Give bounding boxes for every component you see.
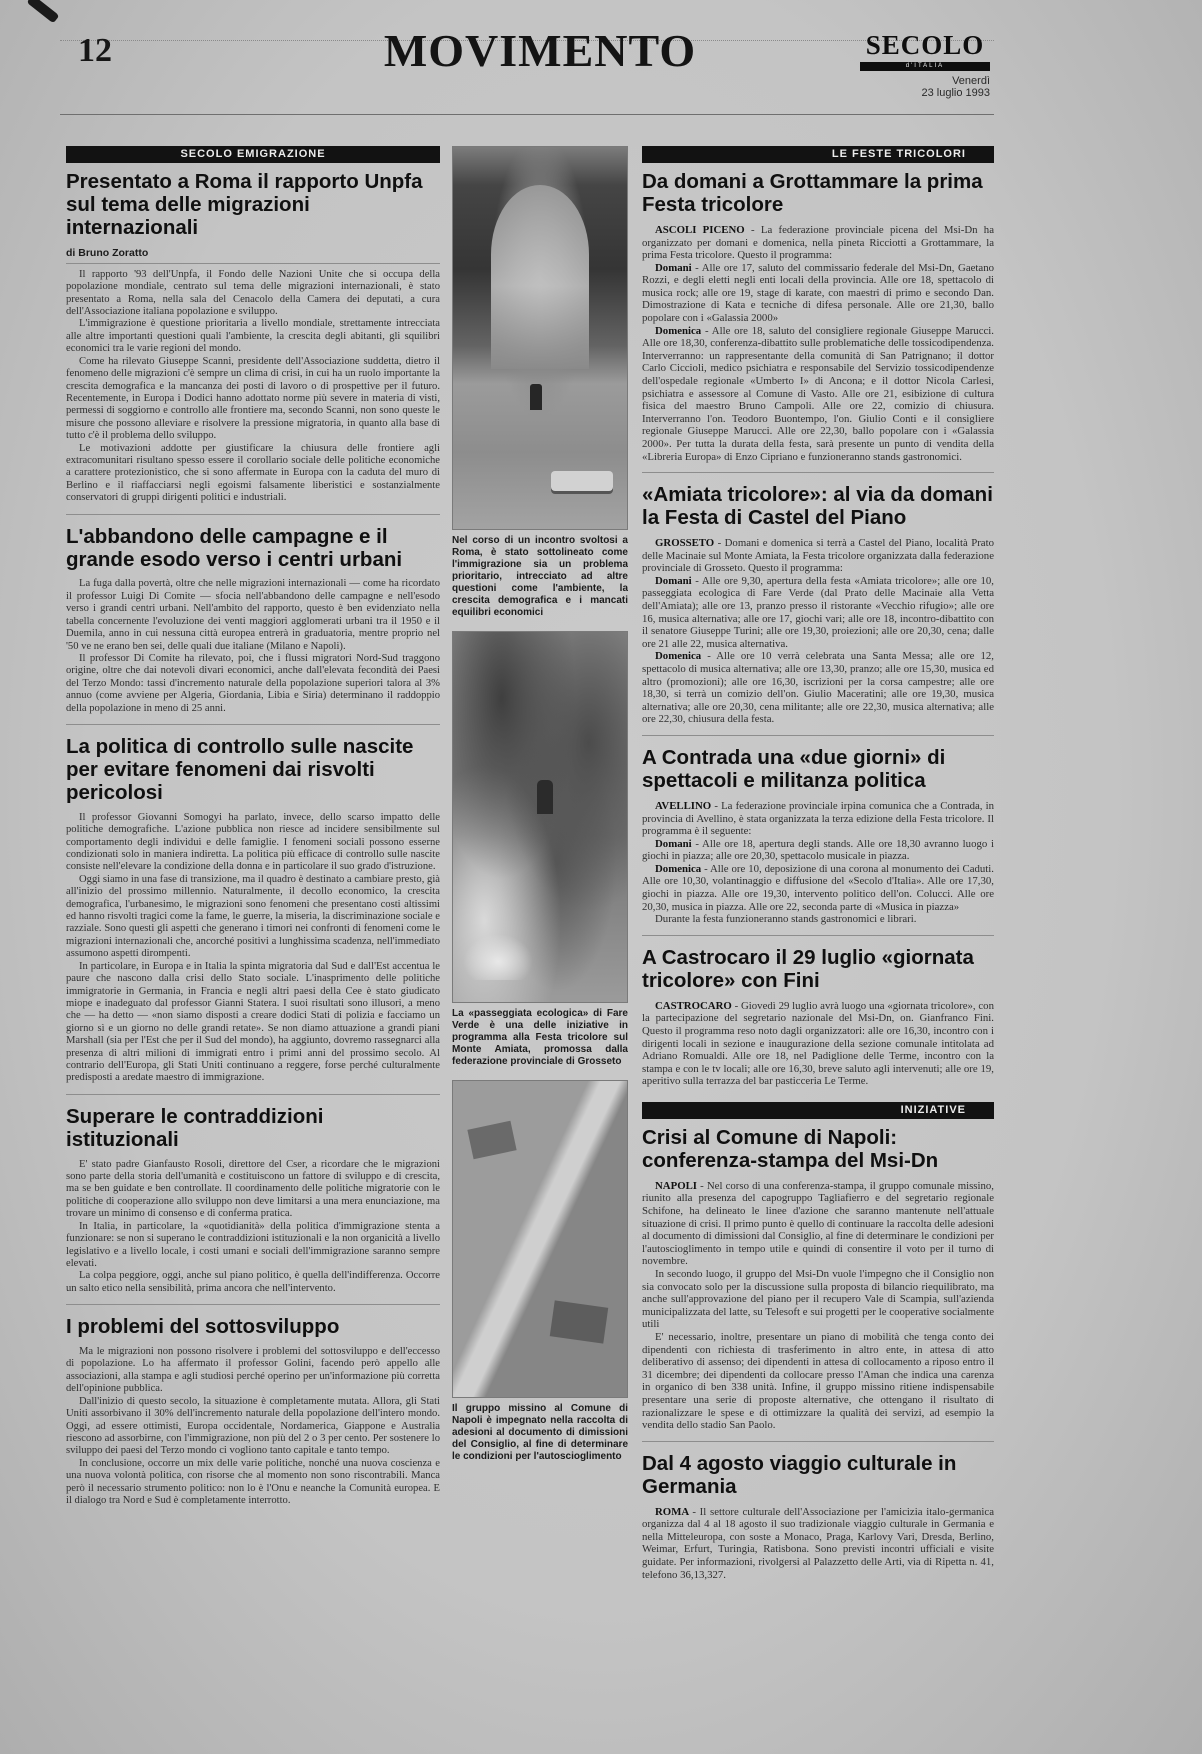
- paragraph-lead: Domani: [655, 837, 696, 850]
- article-paragraph: E' necessario, inoltre, presentare un piano di mobilità che tenga conto dei dipendenti con richiesta di trasferimento in altro ente, in attesa di atto deliberativo di assenso; dei dipendenti in attesa di collocamento a riposo entro il 31 dicembre; dei dipendenti da collocare presso l'Aman che indica una carenza in organico di ben 338 unità. Infine, il gruppo missino ritiene indispensabile presentare una serie di proposte alternative, che ottengano il risultato di razionalizzare le spese e di ottimizzare la qualità dei servizi, ad esempio la vendita dello stadio San Paolo.: [642, 1330, 994, 1432]
- article-headline: La politica di controllo sulle nascite per evitare fenomeni dai risvolti pericolosi: [66, 734, 414, 804]
- article: [642, 935, 994, 1088]
- person-silhouette: [537, 780, 553, 814]
- article-paragraph: Oggi siamo in una fase di transizione, ma il quadro è destinato a cambiare presto, già all'inizio del prossimo millennio. Naturalmente, il decollo economico, la crescita demografica, l'urbanesimo, le migrazioni sono fenomeni che presentano costi altissimi ed hanno risvolti tragici come la fame, le guerre, la miseria, la discriminazione sociale e razziale. Sono questi gli aspetti che generano i timori nei confronti di fenomeni come le migrazioni internazionali che, ancorché positivi a lunghissima scadenza, nell'immediato assumono aspetti dirompenti.: [66, 873, 440, 960]
- article-paragraph: In Italia, in particolare, la «quotidianità» della politica d'immigrazione stenta a funzionare: se non si superano le contraddizioni istituzionali e la non organicità a livello legislativo e a livello locale, i costi umani e sociali dell'immigrazione saranno sempre elevati.: [66, 1220, 440, 1269]
- left-articles: [66, 171, 440, 1507]
- masthead: [860, 30, 990, 99]
- scan-artifact: [27, 0, 60, 23]
- date-weekday: Venerdì: [952, 75, 990, 87]
- building-shape: [550, 1301, 608, 1344]
- article: [66, 724, 440, 1085]
- section-header-iniziative: INIZIATIVE: [642, 1102, 994, 1119]
- article-byline: di Bruno Zoratto: [66, 247, 440, 264]
- article-paragraph: GROSSETO - Domani e domenica si terrà a Castel del Piano, località Prato delle Macinaie sul Monte Amiata, la Festa tricolore organizzata dalla federazione provinciale di Grosseto. Questo il programma:: [642, 537, 994, 575]
- photo-caption: Nel corso di un incontro svoltosi a Roma, è stato sottolineato come l'immigrazione sia un problema prioritario, intrecciato ad altre questioni come l'ambiente, la crescita demografica e i mancati equilibri economici: [452, 535, 628, 618]
- section-header-feste: LE FESTE TRICOLORI: [642, 146, 994, 163]
- article-paragraph: In particolare, in Europa e in Italia la spinta migratoria dal Sud e dall'Est accentua le paure che nascono dalla crisi dello Stato sociale. L'inasprimento delle politiche immigratorie in Germania, in Francia e negli altri paesi della Cee è stato giudicato miope e inadeguato dal professor Gianni Statera. I suoi risultati sono illusori, a meno che — ha detto — «non siamo disposti a creare dodici Stati di polizia e facciamo un giorno sì e un giorno no delle grandi retate». Se non diamo attuazione a grandi piani Marshall (sia per l'Est che per il Sud del mondo), ha aggiunto, dovremo rassegnarci alla presenza di altri milioni di immigrati entro i primi anni del prossimo secolo. Al contrario dell'Europa, gli Stati Uniti continuano a reggere, forse perché culturalmente predisposti a aredate maestro di immigrazione.: [66, 960, 440, 1084]
- photo-caption: La «passeggiata ecologica» di Fare Verde è una delle iniziative in programma alla Festa tricolore sul Monte Amiata, promossa dalla federazione provinciale di Grosseto: [452, 1008, 628, 1067]
- article-headline: A Castrocaro il 29 luglio «giornata tricolore» con Fini: [642, 945, 974, 992]
- photo-caption: Il gruppo missino al Comune di Napoli è impegnato nella raccolta di adesioni al documento di dimissioni del Consiglio, al fine di determinare le condizioni per l'autoscioglimento: [452, 1403, 628, 1462]
- section-header-emigrazione: SECOLO EMIGRAZIONE: [66, 146, 440, 163]
- paragraph-lead: Domenica: [655, 324, 705, 337]
- paragraph-lead: Domani: [655, 574, 696, 587]
- article-paragraph: La fuga dalla povertà, oltre che nelle migrazioni internazionali — come ha ricordato il professor Luigi Di Comite — sfocia nell'abbandono delle campagne e nell'esodo verso i grandi centri urbani. Nell'ambito del rapporto, questo è ben evidenziato nella tabella concernente l'evoluzione dei venti maggiori agglomerati urbani tra il 1950 e il Duemila, anno in cui nessuna città europea entrerà in graduatoria, mentre proprio nel '50 ve ne erano ben sei, delle quali due italiane (Milano e Napoli).: [66, 578, 440, 652]
- feste-articles: [642, 171, 994, 1088]
- article-headline: Superare le contraddizioni istituzionali: [66, 1104, 324, 1151]
- article-paragraph: NAPOLI - Nel corso di una conferenza-stampa, il gruppo comunale missino, riunito alla presenza del capogruppo Tagliafierro e del segretario regionale Schifone, ha delineato le linee d'azione che saranno mantenute nell'attuale situazione di crisi. Il primo punto è quello di continuare la raccolta delle adesioni al documento di dimissioni dal Consiglio, al fine di determinare le condizioni per l'autoscioglimento in tempo utile e quindi di consentire il voto per il turno di novembre.: [642, 1179, 994, 1268]
- paragraph-lead: Domani: [655, 261, 696, 274]
- paragraph-lead: ROMA: [655, 1505, 693, 1518]
- article: [66, 1304, 440, 1507]
- header-rule: [60, 114, 994, 115]
- paragraph-lead: AVELLINO: [655, 799, 715, 812]
- article-paragraph: In secondo luogo, il gruppo del Msi-Dn vuole l'impegno che il Consiglio non sia convocato solo per la discussione sulla proposta di bilancio riequilibrato, ma anche sull'approvazione del piano per il recupero Vale di Scampia, sull'azienda municipalizzata del latte, su Telesoft e sui progetti per le cooperative socialmente utili: [642, 1267, 994, 1331]
- article-paragraph: Domani - Alle ore 17, saluto del commissario federale del Msi-Dn, Gaetano Rozzi, e degli eletti negli enti locali della provincia. Alle ore 18, spettacolo di musica rock; alle ore 19, stage di karate, con maestri di primo e secondo Dan. Dimostrazione di Kata e tecniche di difesa personale. Alle ore 21,30, ballo popolare con i «Galassia 2000»: [642, 261, 994, 325]
- article-paragraph: Domani - Alle ore 9,30, apertura della festa «Amiata tricolore»; alle ore 10, passeggiata ecologica di Fare Verde (dal Prato delle Macinaie alla Vetta dell'Amiata); alle ore 13, pranzo presso il ristorante «Vecchio rifugio»; alle ore 16, musica alternativa; alle ore 17, giochi vari; alle ore 18, incontro-dibattito con il senatore Giuseppe Turini; alle ore 19,30, proiezioni; alle ore 20,30, cena; dalle ore 21 alle 22, musica alternativa.: [642, 574, 994, 650]
- aerial-photo: [452, 1080, 628, 1398]
- article-paragraph: L'immigrazione è questione prioritaria a livello mondiale, strettamente intrecciata alle altre importanti questioni quali l'ambiente, la crescita degli abitanti, gli squilibri economici tra le varie regioni del mondo.: [66, 318, 440, 355]
- pedestrian-silhouette: [530, 384, 542, 410]
- article-paragraph: Domenica - Alle ore 10, deposizione di una corona al monumento dei Caduti. Alle ore 10,30, volantinaggio e diffusione del «Secolo d'Italia». Alle ore 17,30, giochi in piazza. Alle ore 19,30, intervento politico dell'on. Colucci. Alle ore 20,30, musica in piazza. Alle ore 22, seconda parte di «Musica in piazza»: [642, 862, 994, 913]
- article-paragraph: La colpa peggiore, oggi, anche sul piano politico, è quella dell'indifferenza. Occorre un salto etico nella sensibilità, prima ancora che nell'intervento.: [66, 1270, 440, 1294]
- article: [642, 171, 994, 463]
- date-full: 23 luglio 1993: [921, 87, 990, 99]
- article-paragraph: In conclusione, occorre un mix delle varie politiche, nonché una nuova coscienza e una nuova volontà politica, con risorse che al momento non sono riscontrabili. Manca però il necessario strumento politico: non lo è l'Onu e neanche la Comunità europea. E il dialogo tra Nord e Sud è completamente interrotto.: [66, 1457, 440, 1506]
- article-paragraph: Dall'inizio di questo secolo, la situazione è completamente mutata. Allora, gli Stati Uniti assorbivano il 30% dell'incremento naturale della popolazione dell'intero mondo. Oggi, ad essere ottimisti, Europa occidentale, Nordamerica, Giappone e Australia riescono ad assorbirne, con l'immigrazione, non più del 2 o 3 per cento. Per sostenere lo sviluppo dei paesi del Terzo mondo ci vogliono tanto capitale e tanto tempo.: [66, 1395, 440, 1457]
- article-headline: I problemi del sottosviluppo: [66, 1315, 340, 1339]
- masthead-name: SECOLO: [865, 30, 985, 60]
- article-paragraph: ASCOLI PICENO - La federazione provinciale picena del Msi-Dn ha organizzato per domani e domenica, nella pineta Ricciotti a Grottammare, la prima Festa tricolore. Questo il programma:: [642, 223, 994, 262]
- article-paragraph: Durante la festa funzioneranno stands gastronomici e librari.: [655, 913, 917, 926]
- page-title: MOVIMENTO: [383, 25, 697, 76]
- article: [66, 514, 440, 715]
- paragraph-lead: GROSSETO: [655, 537, 718, 550]
- street-photo: [452, 146, 628, 530]
- iniziative-articles: [642, 1127, 994, 1581]
- article: [642, 472, 994, 726]
- article-headline: «Amiata tricolore»: al via da domani la Festa di Castel del Piano: [642, 483, 993, 530]
- article-paragraph: E' stato padre Gianfausto Rosoli, direttore del Cser, a ricordare che le migrazioni sono parte della storia dell'umanità e costituiscono un fattore di sviluppo e di crescita, ma se ben guidate e ben controllate. Il coordinamento delle politiche migratorie con le politiche di cooperazione allo sviluppo non deve limitarsi a una mera enunciazione, ma trovare un minimo di consenso e di conferma pratica.: [66, 1158, 440, 1220]
- paragraph-lead: Domenica: [655, 650, 708, 663]
- building-shape: [468, 1121, 517, 1159]
- left-column: [66, 146, 440, 1738]
- article-paragraph: Come ha rilevato Giuseppe Scanni, presidente dell'Associazione suddetta, dietro il fenomeno delle migrazioni c'è sempre un clima di crisi, in cui ha un ruolo importante la crescita demografica e la mancanza dei posti di lavoro o di prospettive per il futuro. Recentemente, in Europa i Dodici hanno adottato norme più severe in materia di visti, permessi di soggiorno e controllo alle frontiere ma, secondo Scanni, non sono queste le misure che possono alleviare e risolvere la pressione migratoria, in quanto alla base di tutto c'è il problema dello sviluppo.: [66, 355, 440, 442]
- smoke-shape: [463, 934, 533, 980]
- right-column: [642, 146, 994, 1738]
- article-headline: Da domani a Grottammare la prima Festa tricolore: [642, 170, 983, 216]
- paragraph-lead: Domenica: [655, 862, 705, 875]
- masthead-subtitle: d'ITALIA: [860, 62, 990, 71]
- article-paragraph: Il professor Giovanni Somogyi ha parlato, invece, dello scarso impatto delle politiche demografiche. L'azione pubblica non riesce ad incidere sensibilmente sul comportamento degli individui e delle famiglie. I fenomeni sociali possono esserne condizionati solo in maniera indiretta. La politica più efficace di controllo sulle nascite consiste nell'elevare la condizione della donna e in particolare il suo grado d'istruzione.: [66, 811, 440, 873]
- car-shape: [551, 471, 613, 491]
- article-headline: Crisi al Comune di Napoli: conferenza-stampa del Msi-Dn: [642, 1125, 939, 1172]
- archway-shape: [491, 185, 588, 368]
- page-number: 12: [78, 32, 112, 69]
- outdoor-photo: [452, 631, 628, 1003]
- article-paragraph: Le motivazioni addotte per giustificare la chiusura delle frontiere agli extracomunitari risultano spesso essere il corollario sociale delle politiche economiche a carattere protezionistico, che si sono affermate in Europa con la caduta del muro di Berlino e il riaffacciarsi negli egoismi falsamente liberistici e sostanzialmente conservatori di gruppi dirigenti politici e industriali.: [66, 442, 440, 504]
- article: [642, 735, 994, 926]
- article-headline: L'abbandono delle campagne e il grande esodo verso i centri urbani: [66, 524, 403, 571]
- article-paragraph: ROMA - Il settore culturale dell'Associazione per l'amicizia italo-germanica organizza dal 4 al 18 agosto il suo tradizionale viaggio culturale in Germania e nella Mitteleuropa, con soste a Monaco, Praga, Karlovy Vari, Dresda, Berlino, Weimar, Erfurt, Turingia, Ratisbona. Sono previsti incontri ufficiali e visite guidate. Per informazioni, rivolgersi al Palazzetto delle Arti, via di Ripetta n. 41, telefono 36,13,327.: [642, 1505, 994, 1581]
- article: [66, 171, 440, 505]
- article-headline: Presentato a Roma il rapporto Unpfa sul tema delle migrazioni internazionali: [66, 170, 423, 239]
- article-paragraph: CASTROCARO - Giovedì 29 luglio avrà luogo una «giornata tricolore», con la partecipazione del segretario nazionale del Msi-Dn, on. Gianfranco Fini. Questo il programma reso noto dagli organizzatori: alle ore 16,30, incontro con i dirigenti locali in sezione e inaugurazione della sezione comunale intitolata ad Adriano Romualdi. Alle ore 18, nel Padiglione delle Terme, incontro con la stampa e con le tv locali; alle ore 16,30, breve saluto agli intervenuti; alle ore 19, aperitivo sulla terrazza del bar pasticceria Le Terme.: [642, 999, 994, 1088]
- article: [642, 1441, 994, 1581]
- paragraph-lead: CASTROCARO: [655, 999, 735, 1012]
- dateline: [860, 75, 990, 99]
- photo-column: [452, 146, 628, 1738]
- article-paragraph: Domenica - Alle ore 10 verrà celebrata una Santa Messa; alle ore 12, spettacolo di musica alternativa; alle ore 13,30, pranzo; alle ore 15,30, musica ed altro (promozioni); alle ore 16,30, iscrizioni per la corsa campestre; alle ore 18,30, si terrà un comizio dell'on. Giulio Maceratini; alle ore 19,30, musica alternativa; alle ore 20,30, cena militante; alle ore 22,30, musica alternativa; alle ore 22,30, chiusura della festa.: [642, 650, 994, 726]
- article: [66, 1094, 440, 1295]
- article-paragraph: Domani - Alle ore 18, apertura degli stands. Alle ore 18,30 avranno luogo i giochi in piazza; alle ore 20,30, spettacolo musicale in piazza.: [642, 837, 994, 863]
- paragraph-lead: ASCOLI PICENO: [655, 223, 751, 236]
- article-paragraph: Il professor Di Comite ha rilevato, poi, che i flussi migratori Nord-Sud traggono origine, oltre che dai notevoli divari economici, anche dall'elevata fecondità dei Paesi del Terzo Mondo: tassi d'incremento naturale della popolazione superiori talora al 3% annuo (come avviene per Algeria, Giordania, Libia e Siria) determinano il raddoppio della popolazione in meno di 25 anni.: [66, 652, 440, 714]
- article-headline: Dal 4 agosto viaggio culturale in Germania: [642, 1451, 957, 1498]
- paragraph-lead: NAPOLI: [655, 1179, 701, 1192]
- article-paragraph: AVELLINO - La federazione provinciale irpina comunica che a Contrada, in provincia di Avellino, è stata organizzata la terza edizione della Festa tricolore. Il programma è il seguente:: [642, 799, 994, 838]
- article-paragraph: Il rapporto '93 dell'Unpfa, il Fondo delle Nazioni Unite che si occupa della popolazione mondiale, centrato sul tema delle migrazioni internazionali, è stato presentato a Roma, nella sala del Cenacolo della Camera dei deputati, a cura dell'Associazione italiana popolazione e sviluppo.: [66, 268, 440, 318]
- article: [642, 1127, 994, 1432]
- article-paragraph: Ma le migrazioni non possono risolvere i problemi del sottosviluppo e dell'eccesso di popolazione. Lo ha affermato il professor Golini, facendo però appello alle associazioni, alla stampa e agli studiosi perché operino per un'informazione più corretta dell'opinione pubblica.: [66, 1346, 440, 1395]
- article-headline: A Contrada una «due giorni» di spettacoli e militanza politica: [642, 746, 946, 792]
- article-paragraph: Domenica - Alle ore 18, saluto del consigliere regionale Giuseppe Marucci. Alle ore 18,30, conferenza-dibattito sulle problematiche delle tossicodipendenza. Interverranno: un rappresentante della comunità di San Patrignano; il dottor Carlo Ciccioli, medico psichiatra e responsabile del Servizio tossicodipendenze dell'ospedale regionale «Umberto I» di Ancona; e il dottor Nicola Carlesi, psichiatra e assessore al Comune di Vasto. Alle ore 21, esibizione di cultura fisica del maestro Bruno Campoli. Alle ore 22, comizio di chiusura. Interverranno l'on. Teodoro Buontempo, l'on. Giulio Conti e il consigliere regionale Giuseppe Marucci. Alle ore 22,30, ballo popolare con i «Galassia 2000». Per tutta la durata della festa, sarà presente un punto di vendita della «Libreria Europa» di Enzo Cipriano e funzioneranno stands gastronomici.: [642, 324, 994, 463]
